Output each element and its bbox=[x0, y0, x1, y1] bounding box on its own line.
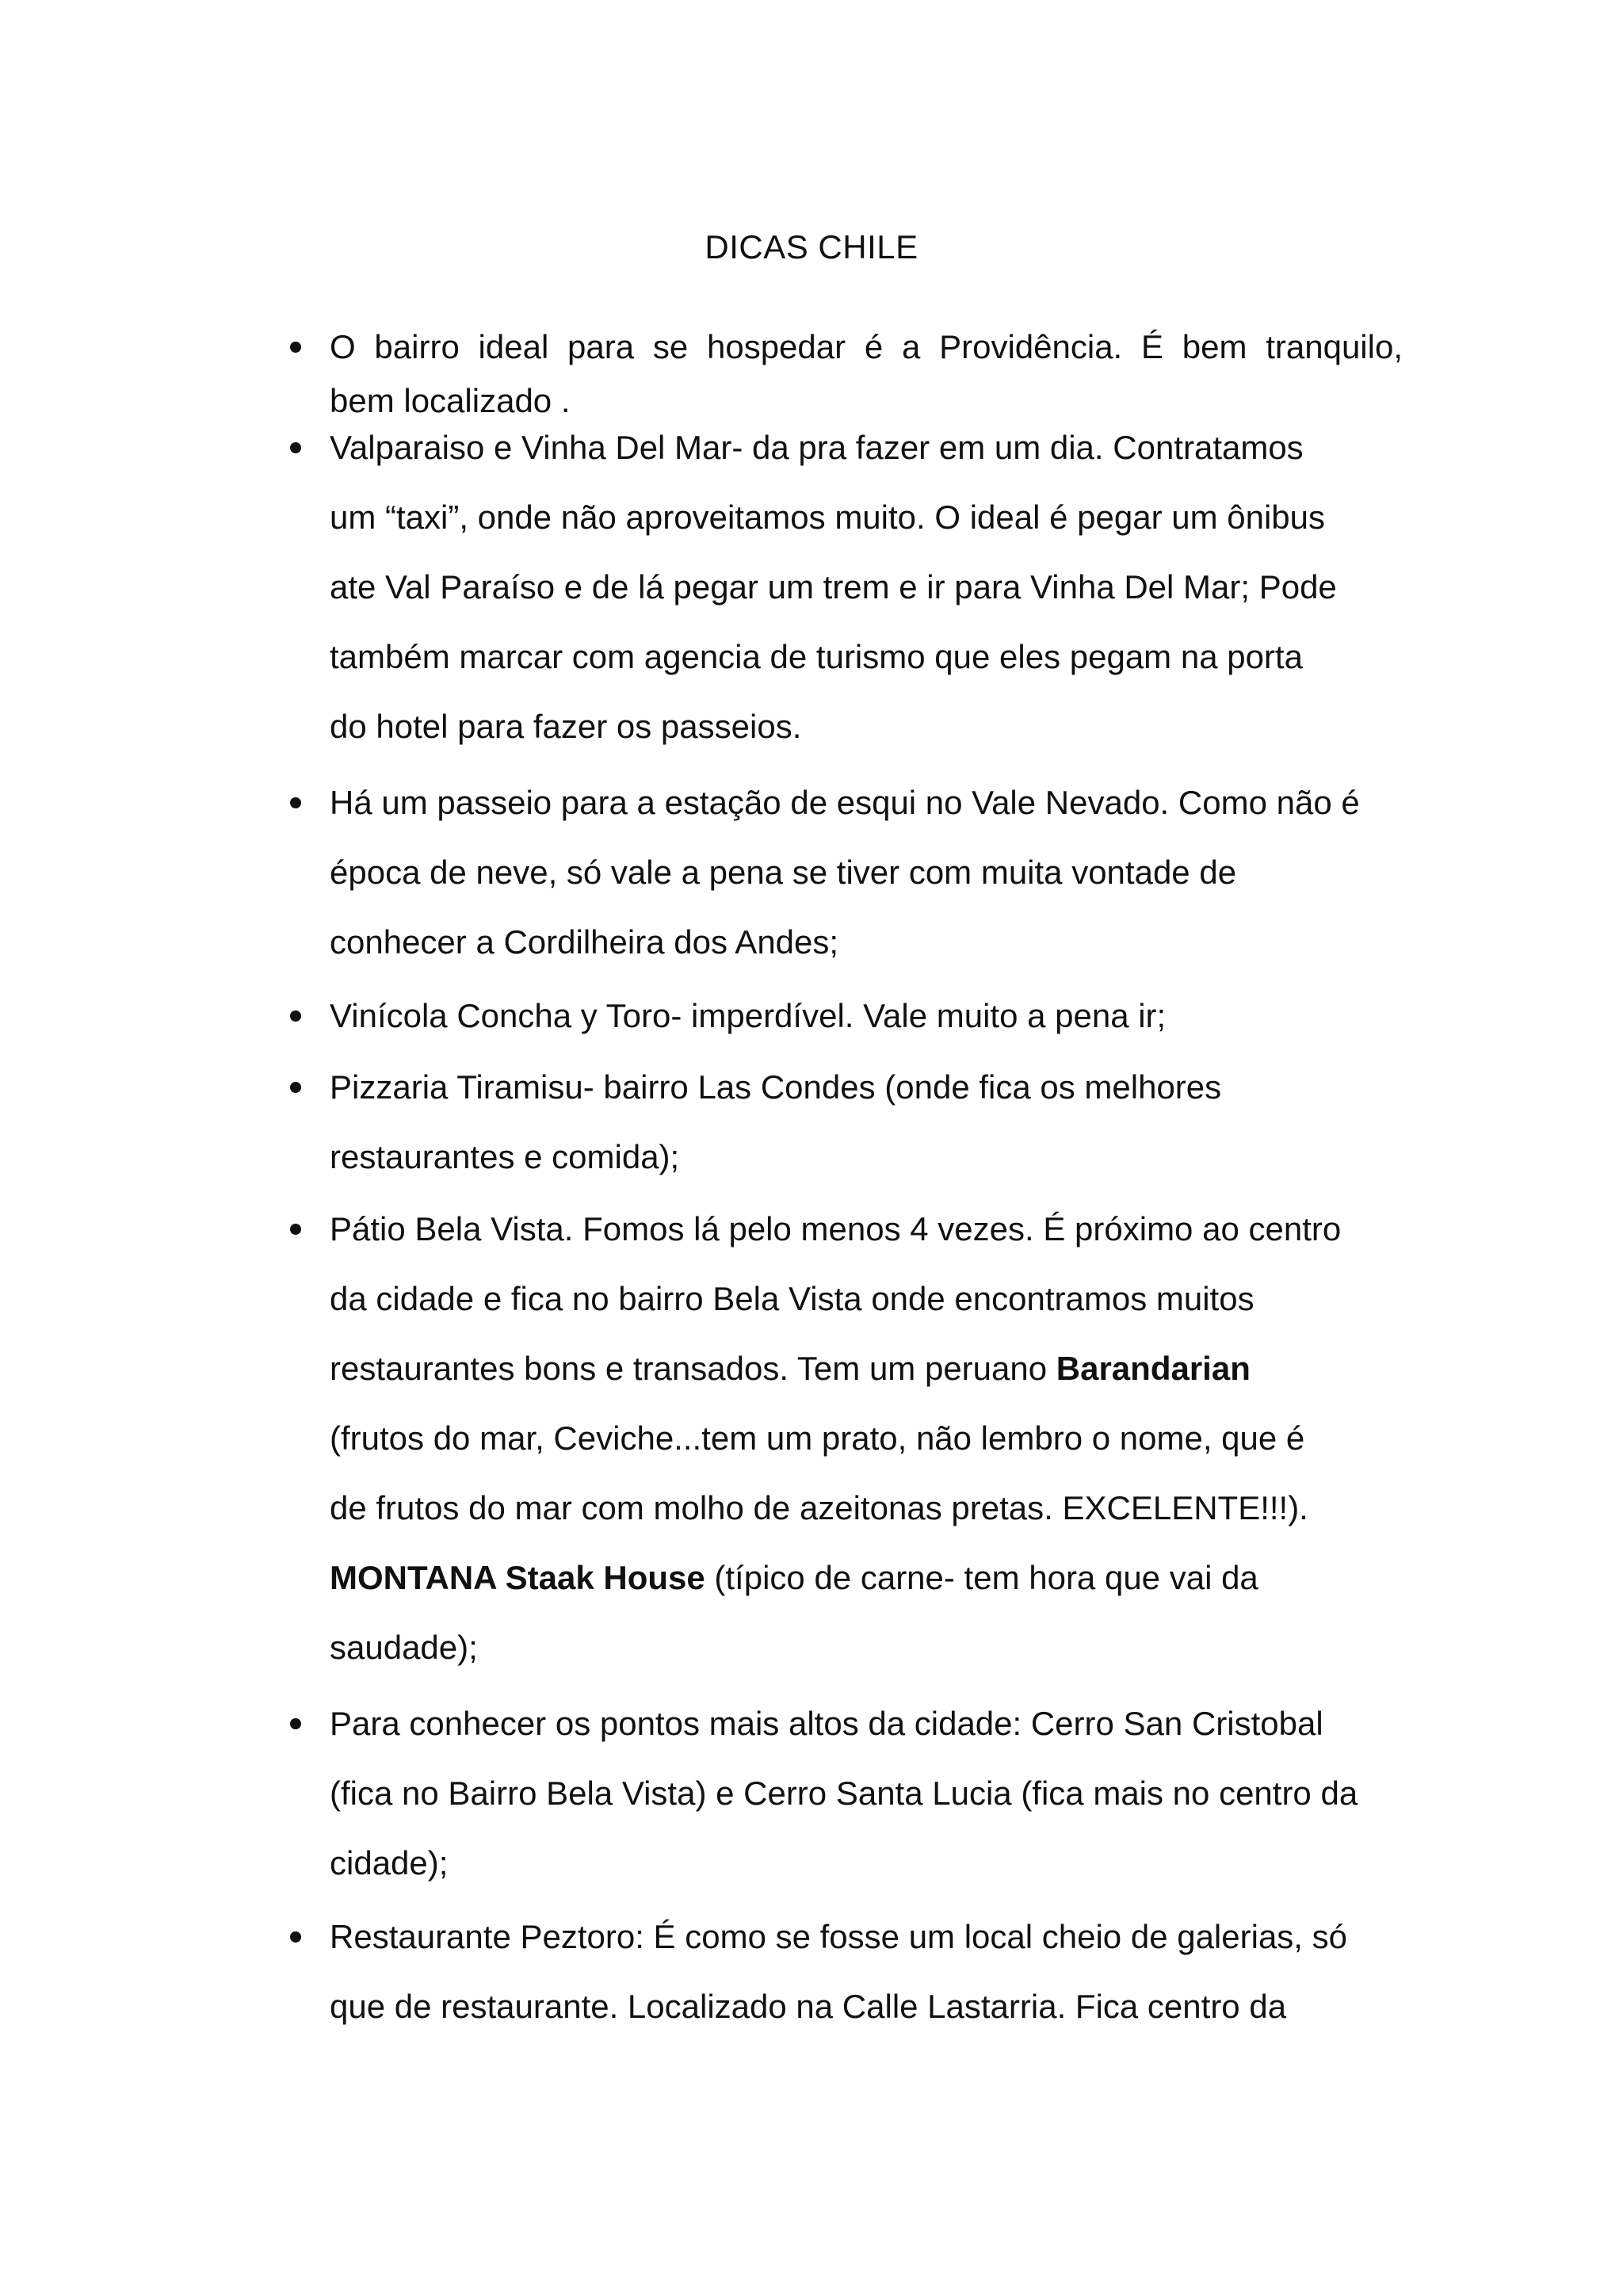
bullet-icon bbox=[290, 797, 301, 808]
item-text bbox=[330, 1194, 1403, 1683]
text-line: (frutos do mar, Ceviche...tem um prato, não lembro o nome, que é bbox=[330, 1419, 1305, 1457]
item-text bbox=[330, 1689, 1403, 1898]
text-line: que de restaurante. Localizado na Calle Lastarria. Fica centro da bbox=[330, 1988, 1287, 2025]
text-line: saudade); bbox=[330, 1629, 478, 1666]
item-text bbox=[330, 1902, 1403, 2042]
text-line: de frutos do mar com molho de azeitonas pretas. EXCELENTE!!!). bbox=[330, 1489, 1308, 1526]
text-line: ate Val Paraíso e de lá pegar um trem e ir para Vinha Del Mar; Pode bbox=[330, 568, 1337, 606]
bullet-icon bbox=[290, 1718, 301, 1729]
item-text bbox=[330, 768, 1403, 977]
restaurant-name-barandarian: Barandarian bbox=[1056, 1350, 1251, 1387]
text-line: Pátio Bela Vista. Fomos lá pelo menos 4 vezes. É próximo ao centro bbox=[330, 1210, 1342, 1247]
text-line: (fica no Bairro Bela Vista) e Cerro Santa Lucia (fica mais no centro da bbox=[330, 1775, 1358, 1812]
text-line: do hotel para fazer os passeios. bbox=[330, 708, 802, 745]
text-line bbox=[330, 1334, 1403, 1404]
restaurant-name-montana: MONTANA Staak House bbox=[330, 1559, 705, 1596]
text-segment: restaurantes bons e transados. Tem um peruano bbox=[330, 1350, 1056, 1387]
text-line: O bairro ideal para se hospedar é a Providência. É bem tranquilo, bbox=[330, 328, 1403, 365]
item-text bbox=[330, 1052, 1403, 1192]
bullet-icon bbox=[290, 342, 301, 353]
bullet-icon bbox=[290, 1010, 301, 1022]
text-line bbox=[330, 1543, 1403, 1613]
text-line: cidade); bbox=[330, 1844, 449, 1881]
text-line: da cidade e fica no bairro Bela Vista onde encontramos muitos bbox=[330, 1280, 1254, 1317]
document-title: DICAS CHILE bbox=[705, 228, 918, 266]
text-line: Vinícola Concha y Toro- imperdível. Vale muito a pena ir; bbox=[330, 997, 1167, 1034]
text-line: também marcar com agencia de turismo que eles pegam na porta bbox=[330, 638, 1303, 675]
text-line: Pizzaria Tiramisu- bairro Las Condes (onde fica os melhores bbox=[330, 1068, 1222, 1106]
bullet-icon bbox=[290, 1082, 301, 1093]
text-line: um “taxi”, onde não aproveitamos muito. O ideal é pegar um ônibus bbox=[330, 499, 1326, 536]
text-line: época de neve, só vale a pena se tiver com muita vontade de bbox=[330, 854, 1237, 891]
text-line: Há um passeio para a estação de esqui no Vale Nevado. Como não é bbox=[330, 784, 1360, 821]
text-line: Restaurante Peztoro: É como se fosse um local cheio de galerias, só bbox=[330, 1918, 1347, 1955]
text-line: Para conhecer os pontos mais altos da cidade: Cerro San Cristobal bbox=[330, 1705, 1323, 1742]
bullet-icon bbox=[290, 1931, 301, 1943]
bullet-icon bbox=[290, 442, 301, 453]
text-line: Valparaiso e Vinha Del Mar- da pra fazer em um dia. Contratamos bbox=[330, 429, 1304, 466]
text-line: bem localizado . bbox=[330, 382, 571, 419]
item-text bbox=[330, 413, 1403, 762]
text-segment: (típico de carne- tem hora que vai da bbox=[705, 1559, 1258, 1596]
bullet-icon bbox=[290, 1224, 301, 1235]
item-text bbox=[330, 981, 1403, 1051]
text-line: restaurantes e comida); bbox=[330, 1138, 680, 1175]
item-text bbox=[330, 320, 1403, 428]
text-line: conhecer a Cordilheira dos Andes; bbox=[330, 923, 839, 961]
